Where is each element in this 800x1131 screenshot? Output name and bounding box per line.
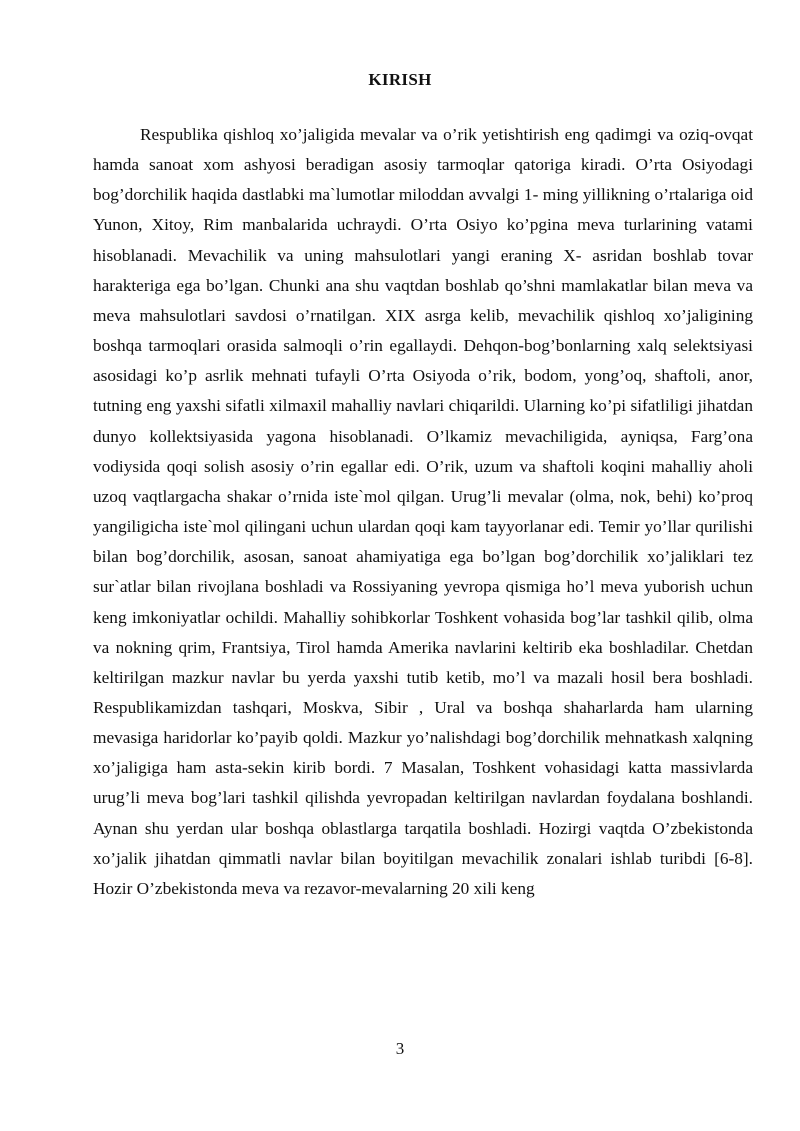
page-title: KIRISH: [368, 70, 432, 89]
body-paragraph: Respublika qishloq xo’jaligida mevalar va o’rik yetishtirish eng qadimgi va oziq-ovqat hamda sanoat xom ashyosi beradigan asosiy tarmoqlar qatoriga kiradi. O’rta Osiyodagi bog’dorchilik haqida dastlabki ma`lumotlar miloddan avvalgi 1- ming yillikning o’rtalariga oid Yunon, Xitoy, Rim manbalarida uchraydi. O’rta Osiyo ko’pgina meva turlarining vatami hisoblanadi. Mevachilik va uning mahsulotlari yangi eraning X- asridan boshlab tovar harakteriga ega bo’lgan. Chunki ana shu vaqtdan boshlab qo’shni mamlakatlar bilan meva va meva mahsulotlari savdosi o’rnatilgan. XIX asrga kelib, mevachilik qishloq xo’jaligining boshqa tarmoqlari orasida salmoqli o’rin egallaydi. Dehqon-bog’bonlarning xalq selektsiyasi asosidagi ko’p asrlik mehnati tufayli O’rta Osiyoda o’rik, bodom, yong’oq, shaftoli, anor, tutning eng yaxshi sifatli xilmaxil mahalliy navlari chiqarildi. Ularning ko’pi sifatliligi jihatdan dunyo kollektsiyasida yagona hisoblanadi. O’lkamiz mevachiligida, ayniqsa, Farg’ona vodiysida qoqi solish asosiy o’rin egallar edi. O’rik, uzum va shaftoli koqini mahalliy aholi uzoq vaqtlargacha shakar o’rnida iste`mol qilgan. Urug’li mevalar (olma, nok, behi) ko’proq yangiligicha iste`mol qilingani uchun ulardan qoqi kam tayyorlanar edi. Temir yo’llar qurilishi bilan bog’dorchilik, asosan, sanoat ahamiyatiga ega bo’lgan bog’dorchilik xo’jaliklari tez sur`atlar bilan rivojlana boshladi va Rossiyaning yevropa qismiga ho’l meva yuborish uchun keng imkoniyatlar ochildi. Mahalliy sohibkorlar Toshkent vohasida bog’lar tashkil qilib, olma va nokning qrim, Frantsiya, Tirol hamda Amerika navlarini keltirib eka boshladilar. Chetdan keltirilgan mazkur navlar bu yerda yaxshi tutib ketib, mo’l va mazali hosil bera boshladi. Respublikamizdan tashqari, Moskva, Sibir , Ural va boshqa shaharlarda ham ularning mevasiga haridorlar ko’payib qoldi. Mazkur yo’nalishdagi bog’dorchilik mehnatkash xalqning xo’jaligiga ham asta-sekin kirib bordi. 7 Masalan, Toshkent vohasidagi katta massivlarda urug’li meva bog’lari tashkil qilishda yevropadan keltirilgan navlardan foydalana boshlandi. Aynan shu yerdan ular boshqa oblastlarga tarqatila boshladi. Hozirgi vaqtda O’zbekistonda xo’jalik jihatdan qimmatli navlar bilan boyitilgan mevachilik zonalari ishlab turibdi [6-8]. Hozir O’zbekistonda meva va rezavor-mevalarning 20 xili keng: [93, 125, 753, 898]
page-number: 3: [395, 1039, 405, 1058]
